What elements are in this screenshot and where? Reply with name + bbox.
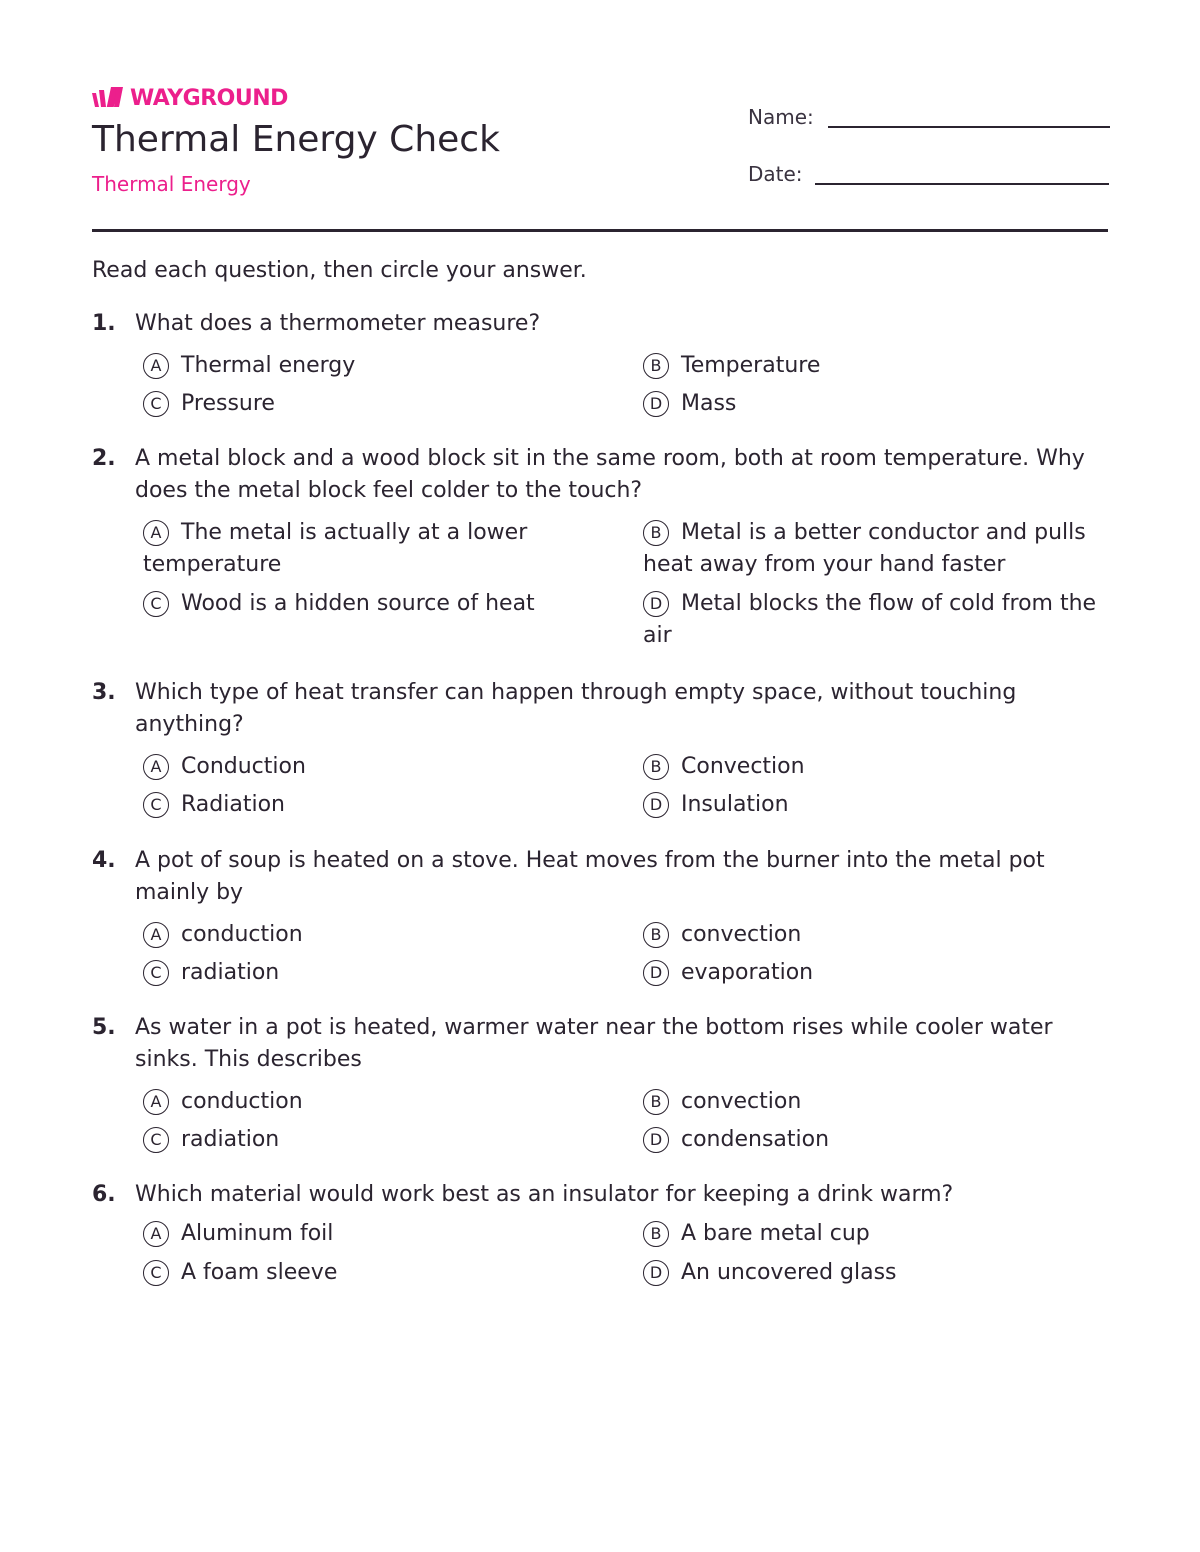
- question-number: 3.: [92, 680, 116, 705]
- choice-letter: C: [143, 1260, 169, 1286]
- choice-letter: D: [643, 1260, 669, 1286]
- choice-letter: C: [143, 391, 169, 417]
- choice-text: An uncovered glass: [681, 1260, 897, 1285]
- choice-letter: C: [143, 960, 169, 986]
- choice-a[interactable]: [143, 919, 613, 951]
- question-text: As water in a pot is heated, warmer water near the bottom rises while cooler water sinks. This describes: [135, 1015, 1053, 1072]
- choice-letter: B: [643, 922, 669, 948]
- choice-d[interactable]: [643, 588, 1113, 652]
- choice-text: Insulation: [681, 792, 789, 817]
- choice-d[interactable]: [643, 1257, 1113, 1289]
- question-3: [92, 677, 1108, 821]
- question-text: Which type of heat transfer can happen through empty space, without touching anything?: [135, 680, 1017, 737]
- choice-text: Mass: [681, 391, 737, 416]
- choice-b[interactable]: [643, 919, 1113, 951]
- choice-letter: C: [143, 1127, 169, 1153]
- choice-text: radiation: [181, 960, 280, 985]
- choice-letter: D: [643, 792, 669, 818]
- choice-text: Metal is a better conductor and pulls heat away from your hand faster: [643, 520, 1086, 577]
- choice-a[interactable]: [143, 1218, 613, 1250]
- choice-text: A bare metal cup: [681, 1221, 870, 1246]
- choice-text: convection: [681, 1089, 802, 1114]
- choice-d[interactable]: [643, 957, 1113, 989]
- name-line: [828, 126, 1110, 128]
- question-1: [92, 308, 1108, 420]
- choice-text: Radiation: [181, 792, 285, 817]
- choice-letter: D: [643, 591, 669, 617]
- choice-letter: A: [143, 1089, 169, 1115]
- question-text: Which material would work best as an insulator for keeping a drink warm?: [135, 1182, 954, 1207]
- question-4: [92, 845, 1108, 989]
- worksheet-subtitle: Thermal Energy: [92, 172, 251, 196]
- brand-logo: [92, 86, 288, 112]
- brand-wordmark: WAYGROUND: [130, 86, 288, 111]
- choice-d[interactable]: [643, 1124, 1113, 1156]
- choice-a[interactable]: [143, 751, 613, 783]
- choice-letter: A: [143, 1221, 169, 1247]
- question-5: [92, 1012, 1108, 1156]
- choice-text: A foam sleeve: [181, 1260, 338, 1285]
- choice-letter: C: [143, 792, 169, 818]
- choice-text: Pressure: [181, 391, 275, 416]
- choice-text: conduction: [181, 1089, 303, 1114]
- choice-b[interactable]: [643, 1086, 1113, 1118]
- question-number: 5.: [92, 1015, 116, 1040]
- choice-a[interactable]: [143, 1086, 613, 1118]
- worksheet-title: Thermal Energy Check: [92, 119, 500, 160]
- choice-letter: B: [643, 520, 669, 546]
- choice-text: radiation: [181, 1127, 280, 1152]
- choice-a[interactable]: [143, 517, 613, 581]
- choice-text: Conduction: [181, 754, 306, 779]
- question-number: 2.: [92, 446, 116, 471]
- question-text: What does a thermometer measure?: [135, 311, 541, 336]
- choice-letter: C: [143, 591, 169, 617]
- choice-letter: A: [143, 922, 169, 948]
- choice-text: convection: [681, 922, 802, 947]
- date-line: [815, 183, 1109, 185]
- choice-c[interactable]: [143, 588, 613, 620]
- choice-c[interactable]: [143, 957, 613, 989]
- question-number: 1.: [92, 311, 116, 336]
- wayground-logo-icon: [92, 87, 124, 111]
- choice-c[interactable]: [143, 789, 613, 821]
- choice-text: Aluminum foil: [181, 1221, 334, 1246]
- choice-d[interactable]: [643, 789, 1113, 821]
- date-field: [748, 161, 1109, 187]
- choice-text: Metal blocks the flow of cold from the air: [643, 591, 1097, 648]
- choice-text: Convection: [681, 754, 805, 779]
- choice-text: The metal is actually at a lower temperature: [143, 520, 528, 577]
- choice-letter: B: [643, 1089, 669, 1115]
- choice-b[interactable]: [643, 350, 1113, 382]
- choice-c[interactable]: [143, 1257, 613, 1289]
- header-divider: [92, 229, 1108, 232]
- choice-text: conduction: [181, 922, 303, 947]
- choice-c[interactable]: [143, 388, 613, 420]
- choice-c[interactable]: [143, 1124, 613, 1156]
- choice-letter: D: [643, 960, 669, 986]
- choice-text: evaporation: [681, 960, 814, 985]
- choice-letter: D: [643, 391, 669, 417]
- choice-letter: A: [143, 353, 169, 379]
- question-text: A pot of soup is heated on a stove. Heat moves from the burner into the metal pot mainly by: [135, 848, 1045, 905]
- choice-letter: B: [643, 1221, 669, 1247]
- choice-text: Thermal energy: [181, 353, 356, 378]
- choice-b[interactable]: [643, 751, 1113, 783]
- choice-letter: A: [143, 754, 169, 780]
- choice-text: Temperature: [681, 353, 821, 378]
- choice-a[interactable]: [143, 350, 613, 382]
- name-label: Name:: [748, 105, 814, 129]
- choice-letter: B: [643, 754, 669, 780]
- name-field: [748, 104, 1110, 130]
- choice-letter: B: [643, 353, 669, 379]
- choice-b[interactable]: [643, 517, 1113, 581]
- choice-b[interactable]: [643, 1218, 1113, 1250]
- question-6: [92, 1179, 1108, 1291]
- choice-d[interactable]: [643, 388, 1113, 420]
- question-number: 4.: [92, 848, 116, 873]
- choice-letter: D: [643, 1127, 669, 1153]
- choice-text: condensation: [681, 1127, 830, 1152]
- question-text: A metal block and a wood block sit in the same room, both at room temperature. Why does the metal block feel colder to the touch?: [135, 446, 1085, 503]
- choice-letter: A: [143, 520, 169, 546]
- instructions: Read each question, then circle your answer.: [92, 258, 587, 283]
- choice-text: Wood is a hidden source of heat: [181, 591, 535, 616]
- question-number: 6.: [92, 1182, 116, 1207]
- date-label: Date:: [748, 162, 803, 186]
- question-2: [92, 443, 1108, 657]
